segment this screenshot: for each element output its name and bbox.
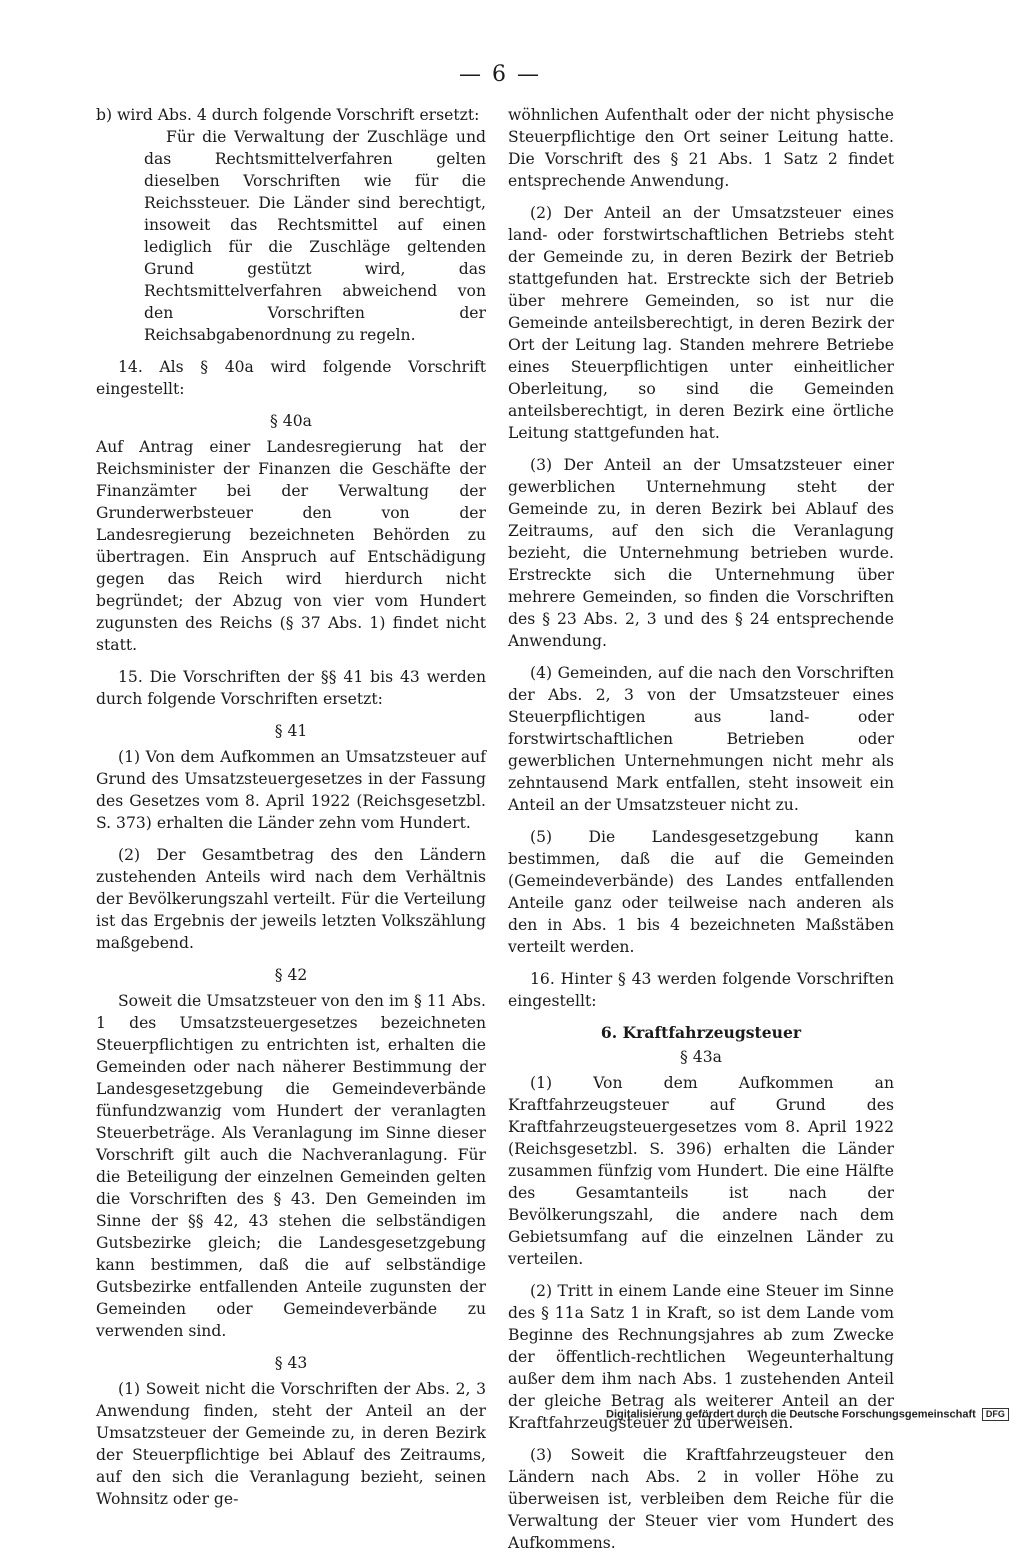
section-41-heading: § 41: [274, 722, 308, 740]
section-43-heading: § 43: [274, 1354, 308, 1372]
section-6-title: 6. Kraftfahrzeugsteuer: [600, 1023, 802, 1042]
section-41-para-1: (1) Von dem Aufkommen an Umsatzsteuer auf Grund des Umsatzsteuergesetzes in der Fassung des Gesetzes vom 8. April 1922 (Reichsgesetzbl. S. 373) erhalten die Länder zehn vom Hundert.: [96, 748, 486, 832]
section-40a-text: Auf Antrag einer Landesregierung hat der Reichsminister der Finanzen die Geschäfte der Finanzämter bei der Verwaltung der Grunderwerbsteuer den von der Landesregierung bezeichneten Behörden zu übertragen. Ein Anspruch auf Entschädigung gegen das Reich wird hierdurch nicht begründet; der Abzug von vier vom Hundert zugunsten des Reichs (§ 37 Abs. 1) findet nicht statt.: [96, 438, 486, 654]
section-43a-heading: § 43a: [680, 1048, 722, 1066]
section-43a-para-3: (3) Soweit die Kraftfahrzeugsteuer den Ländern nach Abs. 2 in voller Höhe zu überweisen ist, verbleiben dem Reiche für die Verwaltung der Steuer vier vom Hundert des Aufkommens.: [508, 1446, 894, 1552]
section-43-para-5: (5) Die Landesgesetzgebung kann bestimmen, daß die auf die Gemeinden (Gemeindeverbände) des Landes entfallenden Anteile ganz oder teilweise nach anderen als den in Abs. 1 bis 4 bezeichneten Maßstäben verteilt werden.: [508, 828, 894, 956]
section-41-para-2: (2) Der Gesamtbetrag des den Ländern zustehenden Anteils wird nach dem Verhältnis der Bevölkerungszahl verteilt. Für die Verteilung ist das Ergebnis der jeweils letzten Volkszählung maßgebend.: [96, 846, 486, 952]
section-43-para-3: (3) Der Anteil an der Umsatzsteuer einer gewerblichen Unternehmung steht der Gemeinde zu, in deren Bezirk bei Ablauf des Zeitraums, auf den sich die Veranlagung bezieht, die Unternehmung betrieben wurde. Erstreckte sich die Unternehmung über mehrere Gemeinden, so finden die Vorschriften des § 23 Abs. 2, 3 und des § 24 entsprechende Anwendung.: [508, 456, 894, 650]
right-column: [508, 104, 894, 1564]
item-b-quote: [96, 126, 486, 346]
left-column: [96, 104, 486, 1520]
dfg-logo-icon: DFG: [982, 1408, 1009, 1421]
footer-credit: [606, 1408, 1009, 1421]
section-43a-para-2: (2) Tritt in einem Lande eine Steuer im Sinne des § 11a Satz 1 in Kraft, so ist dem Lande vom Beginne des Rechnungsjahres ab zum Zwecke der öffentlich-rechtlichen Wegeunterhaltung außer dem ihm nach Abs. 1 zustehenden Anteil der gleiche Betrag als weiterer Anteil an der Kraftfahrzeugsteuer zu überweisen.: [508, 1282, 894, 1432]
section-43-para-2: (2) Der Anteil an der Umsatzsteuer eines land- oder forstwirtschaftlichen Betriebs steht der Gemeinde zu, in deren Bezirk der Betrieb stattgefunden hat. Erstreckte sich der Betrieb über mehrere Gemeinden, so ist nur die Gemeinde anteilsberechtigt, in deren Bezirk der Ort der Leitung lag. Standen mehrere Betriebe eines Steuerpflichtigen unter einheitlicher Oberleitung, so sind die Gemeinden anteilsberechtigt, in deren Bezirk eine örtliche Leitung stattgefunden hat.: [508, 204, 894, 442]
section-40a-heading: § 40a: [270, 412, 312, 430]
section-43-para-1-continued: wöhnlichen Aufenthalt oder der nicht physische Steuerpflichtige den Ort seiner Leitung hatte. Die Vorschrift des § 21 Abs. 1 Satz 2 findet entsprechende Anwendung.: [508, 106, 894, 190]
section-42-text: Soweit die Umsatzsteuer von den im § 11 Abs. 1 des Umsatzsteuergesetzes bezeichneten Steuerpflichtigen zu entrichten ist, erhalten die Gemeinden oder nach näherer Bestimmung der Landesgesetzgebung die Gemeindeverbände fünfundzwanzig vom Hundert der veranlagten Steuerbeträge. Als Veranlagung im Sinne dieser Vorschrift gilt auch die Nachveranlagung. Für die Beteiligung der einzelnen Gemeinden gelten die Vorschriften des § 43. Den Gemeinden im Sinne der §§ 42, 43 stehen die selbständigen Gutsbezirke gleich; die Landesgesetzgebung kann bestimmen, daß die auf selbständige Gutsbezirke entfallenden Anteile zugunsten der Gemeinden oder Gemeindeverbände zu verwenden sind.: [96, 992, 486, 1340]
section-43-para-1: (1) Soweit nicht die Vorschriften der Abs. 2, 3 Anwendung finden, steht der Anteil an der Umsatzsteuer der Gemeinde zu, in deren Bezirk der Steuerpflichtige bei Ablauf des Zeitraums, auf den sich die Veranlagung bezieht, seinen Wohnsitz oder ge-: [96, 1380, 486, 1508]
section-43-para-4: (4) Gemeinden, auf die nach den Vorschriften der Abs. 2, 3 von der Umsatzsteuer eines Steuerpflichtigen aus land- oder forstwirtschaftlichen Betrieben oder gewerblichen Unternehmungen nicht mehr als zehntausend Mark entfallen, steht insoweit ein Anteil an der Umsatzsteuer nicht zu.: [508, 664, 894, 814]
section-42-heading: § 42: [274, 966, 308, 984]
paragraph-15-intro: 15. Die Vorschriften der §§ 41 bis 43 werden durch folgende Vorschriften ersetzt:: [96, 668, 486, 708]
paragraph-16-intro: 16. Hinter § 43 werden folgende Vorschriften eingestellt:: [508, 970, 894, 1010]
item-b-quote-text: Für die Verwaltung der Zuschläge und das Rechtsmittelverfahren gelten dieselben Vorschriften wie für die Reichssteuer. Die Länder sind berechtigt, insoweit das Rechtsmittel auf einen lediglich für die Zuschläge geltenden Grund gestützt wird, das Rechtsmittelverfahren abweichend von den Vorschriften der Reichsabgabenordnung zu regeln.: [144, 128, 486, 344]
footer-text: Digitalisierung gefördert durch die Deutsche Forschungsgemeinschaft: [606, 1408, 976, 1421]
page-number: — 6 —: [459, 62, 541, 87]
section-43a-para-1: (1) Von dem Aufkommen an Kraftfahrzeugsteuer auf Grund des Kraftfahrzeugsteuergesetzes vom 8. April 1922 (Reichsgesetzbl. S. 396) erhalten die Länder zusammen fünfzig vom Hundert. Die eine Hälfte des Gesamtanteils ist nach der Bevölkerungszahl, die andere nach dem Gebietsumfang auf die einzelnen Länder zu verteilen.: [508, 1074, 894, 1268]
item-b: b) wird Abs. 4 durch folgende Vorschrift ersetzt:: [96, 106, 480, 124]
paragraph-14-intro: 14. Als § 40a wird folgende Vorschrift eingestellt:: [96, 358, 486, 398]
